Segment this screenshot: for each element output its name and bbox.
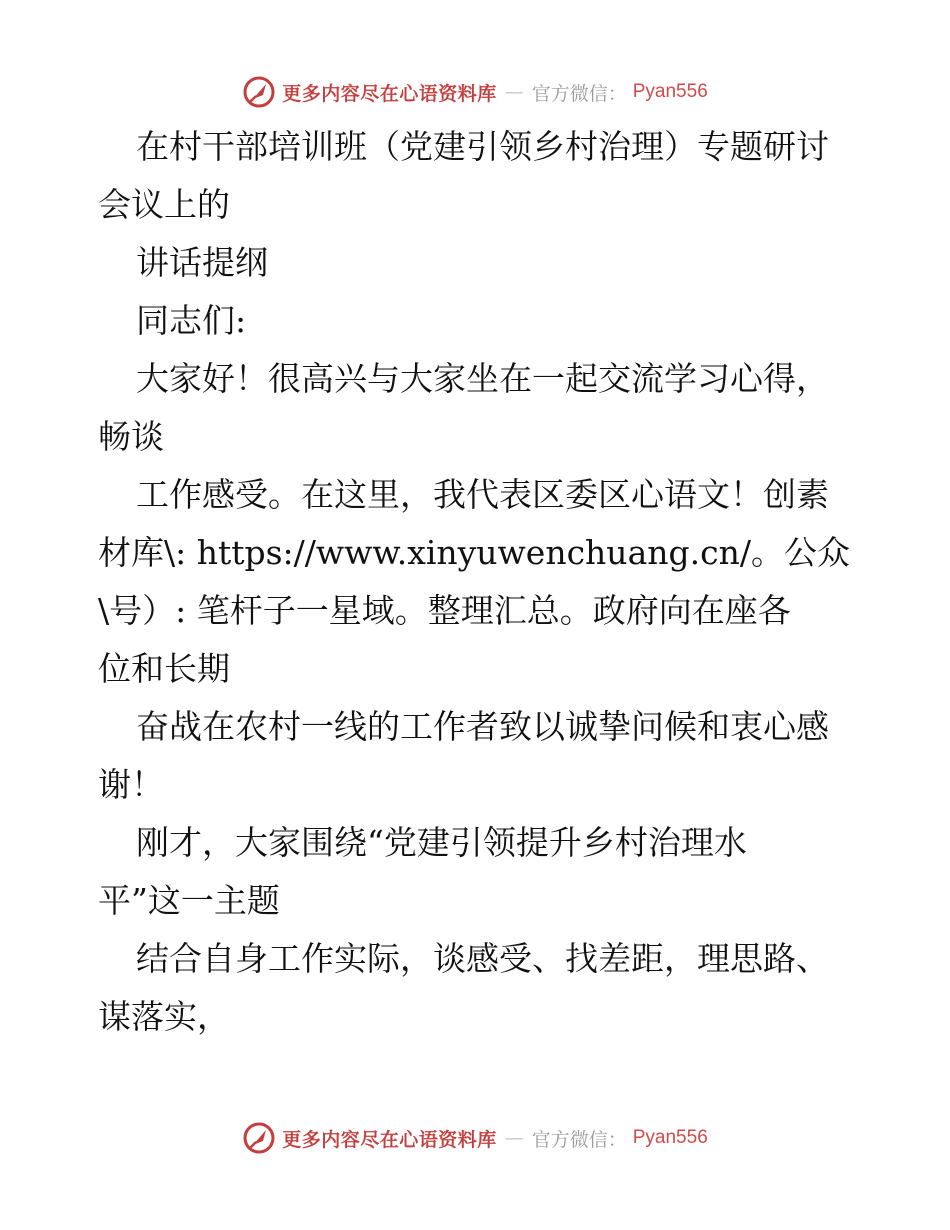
text-line: 讲话提纲	[136, 243, 268, 282]
paragraph	[98, 466, 858, 698]
paragraph	[98, 350, 858, 466]
text-line: 谋落实，	[98, 997, 230, 1036]
text-line: 畅谈	[98, 417, 164, 456]
watermark-brand: 更多内容尽在心语资料库	[282, 1128, 497, 1151]
text-line: 材库\: https://www.xinyuwenchuang.cn/。公众	[98, 533, 850, 572]
text-line: 会议上的	[98, 185, 230, 224]
watermark-wechat-id: Pyan556	[632, 81, 708, 102]
text-line: 位和长期	[98, 649, 230, 688]
watermark	[242, 1121, 708, 1155]
text-line: 平”这一主题	[98, 881, 280, 920]
title-line	[98, 118, 858, 234]
text-line: 大家好！很高兴与大家坐在一起交流学习心得，	[136, 359, 829, 398]
text-line: 同志们:	[136, 301, 247, 340]
watermark-brand: 更多内容尽在心语资料库	[282, 82, 497, 105]
text-line: 在村干部培训班（党建引领乡村治理）专题研讨	[136, 127, 829, 166]
paragraph	[98, 698, 858, 814]
page-header-watermark	[0, 72, 950, 112]
watermark-official-label: 官方微信：	[531, 1128, 627, 1151]
salutation	[98, 292, 858, 350]
text-line: 谢！	[98, 765, 164, 804]
watermark-wechat-id: Pyan556	[632, 1127, 708, 1148]
watermark-dash: —	[504, 81, 524, 103]
text-line: 工作感受。在这里，我代表区委区心语文！创素	[136, 475, 829, 514]
text-line: \号）: 笔杆子一星域。整理汇总。政府向在座各	[98, 591, 791, 630]
text-line: 奋战在农村一线的工作者致以诚挚问候和衷心感	[136, 707, 829, 746]
quill-logo-icon	[242, 75, 276, 109]
paragraph	[98, 814, 858, 930]
text-line: 刚才，大家围绕“党建引领提升乡村治理水	[136, 823, 747, 862]
paragraph	[98, 930, 858, 1046]
document-body	[98, 118, 858, 1046]
subtitle-line	[98, 234, 858, 292]
watermark-dash: —	[504, 1127, 524, 1149]
watermark-official-label: 官方微信：	[531, 82, 627, 105]
watermark	[242, 75, 708, 109]
page-footer-watermark	[0, 1118, 950, 1158]
quill-logo-icon	[242, 1121, 276, 1155]
text-line: 结合自身工作实际，谈感受、找差距，理思路、	[136, 939, 829, 978]
